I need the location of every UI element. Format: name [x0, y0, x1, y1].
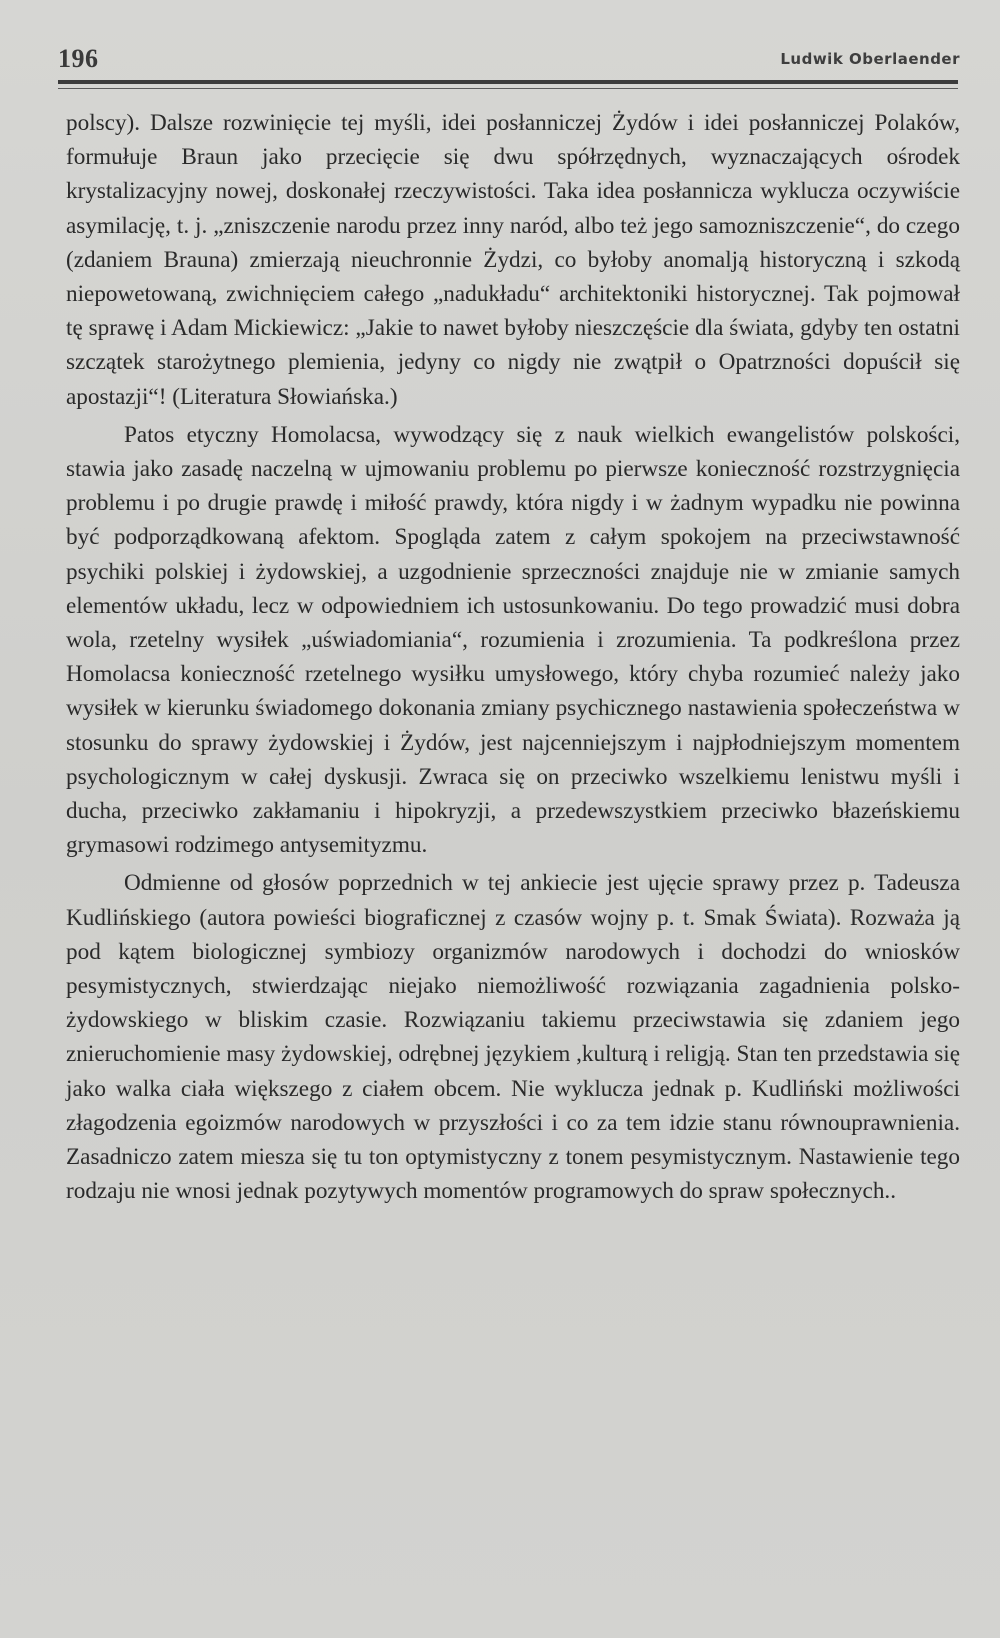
- page-header: [58, 44, 960, 84]
- page-number: 196: [58, 44, 99, 73]
- paragraph-kudlinski: Odmienne od głosów poprzednich w tej ankiecie jest ujęcie sprawy przez p. Tadeusza Kudlińskiego (autora powieści biograficznej z czasów wojny p. t. Smak Świata). Rozważa ją pod kątem biologicznej symbiozy organizmów narodowych i dochodzi do wniosków pesymistycznych, stwierdzając niejako niemożliwość rozwiązania zagadnienia polsko-żydowskiego w bliskim czasie. Rozwiązaniu takiemu przeciwstawia się zdaniem jego znieruchomienie masy żydowskiej, odrębnej językiem ,kulturą i religją. Stan ten przedstawia się jako walka ciała większego z ciałem obcem. Nie wyklucza jednak p. Kudliński możliwości złagodzenia egoizmów narodowych w przyszłości i co za tem idzie stanu równouprawnienia. Zasadniczo zatem miesza się tu ton optymistyczny z tonem pesymistycznym. Nastawienie tego rodzaju nie wnosi jednak pozytywych momentów programowych do spraw społecznych..: [66, 870, 960, 1205]
- paragraph-homolacs: Patos etyczny Homolacsa, wywodzący się z nauk wielkich ewangelistów polskości, stawia jako zasadę naczelną w ujmowaniu problemu po pierwsze konieczność rozstrzygnięcia problemu i po drugie prawdę i miłość prawdy, która nigdy i w żadnym wypadku nie powinna być podporządkowaną afektom. Spogląda zatem z całym spokojem na przeciwstawność psychiki polskiej i żydowskiej, a uzgodnienie sprzeczności znajduje nie w zmianie samych elementów układu, lecz w odpowiedniem ich ustosunkowaniu. Do tego prowadzić musi dobra wola, rzetelny wysiłek „uświadomiania“, rozumienia i zrozumienia. Ta podkreślona przez Homolacsa konieczność rzetelnego wysiłku umysłowego, który chyba rozumieć należy jako wysiłek w kierunku świadomego dokonania zmiany psychicznego nastawienia społeczeństwa w stosunku do sprawy żydowskiej i Żydów, jest najcenniejszym i najpłodniejszym momentem psychologicznym w całej dyskusji. Zwraca się on przeciwko wszelkiemu lenistwu myśli i ducha, przeciwko zakłamaniu i hipokryzji, a przedewszystkiem przeciwko błazeńskiemu grymasowi rodzimego antysemityzmu.: [66, 421, 960, 859]
- running-head: Ludwik Oberlaender: [780, 50, 960, 68]
- body-text: [66, 106, 960, 1209]
- paragraph-continuation: polscy). Dalsze rozwinięcie tej myśli, idei posłanniczej Żydów i idei posłanniczej Polaków, formułuje Braun jako przecięcie się dwu spółrzędnych, wyznaczających ośrodek krystalizacyjny nowej, doskonałej rzeczywistości. Taka idea posłannicza wyklucza oczywiście asymilację, t. j. „zniszczenie narodu przez inny naród, albo też jego samozniszczenie“, do czego (zdaniem Brauna) zmierzają nieuchronnie Żydzi, co byłoby anomalją historyczną i szkodą niepowetowaną, zwichnięciem całego „nadukładu“ architektoniki historycznej. Tak pojmował tę sprawę i Adam Mickiewicz: „Jakie to nawet byłoby nieszczęście dla świata, gdyby ten ostatni szczątek starożytnego plemienia, jedyny co nigdy nie zwątpił o Opatrzności dopuścił się apostazji“! (Literatura Słowiańska.): [66, 110, 960, 410]
- header-rule: [58, 80, 958, 84]
- header-rule-thin: [58, 88, 958, 89]
